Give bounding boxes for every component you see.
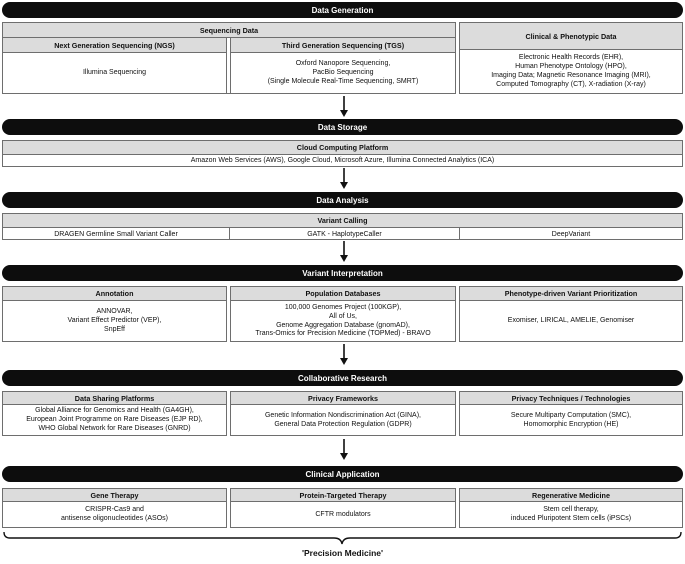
text-line: General Data Protection Regulation (GDPR) (274, 420, 412, 428)
text-line: induced Pluripotent Stem cells (iPSCs) (510, 515, 632, 522)
banner-data-storage: Data Storage (2, 119, 683, 135)
tgs-box (230, 37, 456, 94)
arrow-down-icon (339, 241, 349, 263)
sequencing-data-title: Sequencing Data (3, 23, 455, 38)
text-line: European Joint Programme on Rare Diseases (EJP RD), (26, 416, 203, 424)
text-line: antisense oligonucleotides (ASOs) (60, 515, 168, 522)
banner-variant-interpretation: Variant Interpretation (2, 265, 683, 281)
ngs-body (3, 53, 226, 94)
privacy-techniques-box (459, 391, 683, 436)
ngs-title: Next Generation Sequencing (NGS) (3, 38, 226, 53)
protein-therapy-title: Protein-Targeted Therapy (231, 489, 455, 502)
variant-calling-title: Variant Calling (3, 214, 682, 228)
phenotype-prioritization-box (459, 286, 683, 342)
tgs-title: Third Generation Sequencing (TGS) (231, 38, 455, 53)
tool-dragen: DRAGEN Germline Small Variant Caller (3, 228, 230, 240)
tgs-body (231, 53, 455, 94)
annotation-title: Annotation (3, 287, 226, 301)
tool-deepvariant: DeepVariant (551, 230, 591, 238)
text-line: Secure Multiparty Computation (SMC), (510, 411, 632, 419)
privacy-frameworks-title: Privacy Frameworks (231, 392, 455, 405)
ngs-box (2, 37, 227, 94)
annotation-body (3, 301, 226, 342)
data-sharing-box (2, 391, 227, 436)
data-sharing-body (3, 405, 226, 436)
population-databases-title: Population Databases (231, 287, 455, 301)
text-line: PacBio Sequencing (312, 69, 374, 77)
annotation-box (2, 286, 227, 342)
precision-medicine-label: 'Precision Medicine' (301, 548, 384, 558)
variant-calling-box (2, 213, 683, 240)
tool-gatk: GATK - HaplotypeCaller (230, 228, 460, 240)
gene-therapy-title: Gene Therapy (3, 489, 226, 502)
gene-therapy-body (3, 502, 226, 528)
phenotype-prioritization-body (460, 301, 682, 342)
text-line: Illumina Sequencing (82, 69, 147, 77)
text-line: Genome Aggregation Database (gnomAD), (276, 321, 410, 329)
phenotype-prioritization-title: Phenotype-driven Variant Prioritization (460, 287, 682, 301)
text-line: Genetic Information Nondiscrimination Act (GINA), (264, 411, 421, 419)
text-line: Oxford Nanopore Sequencing, (295, 60, 391, 68)
text-line: Stem cell therapy, (543, 506, 599, 514)
text-line: Computed Tomography (CT), X-radiation (X-ray) (496, 80, 646, 88)
cloud-platform-title: Cloud Computing Platform (3, 141, 682, 155)
regenerative-medicine-box (459, 488, 683, 528)
text-line: CFTR modulators (315, 510, 371, 518)
text-line: All of Us, (328, 312, 357, 320)
regenerative-medicine-title: Regenerative Medicine (460, 489, 682, 502)
text-line: ANNOVAR, (96, 308, 133, 316)
protein-therapy-box (230, 488, 456, 528)
text-line: 100,000 Genomes Project (100KGP), (284, 303, 402, 311)
text-line: Electronic Health Records (EHR), (518, 54, 624, 62)
regenerative-medicine-body (460, 502, 682, 528)
brace-icon (0, 530, 685, 546)
cloud-platform-list: Amazon Web Services (AWS), Google Cloud, Microsoft Azure, Illumina Connected Analytics (ICA) (190, 156, 495, 164)
privacy-frameworks-body (231, 405, 455, 436)
privacy-frameworks-box (230, 391, 456, 436)
privacy-techniques-body (460, 405, 682, 436)
banner-clinical-application: Clinical Application (2, 466, 683, 482)
banner-data-analysis: Data Analysis (2, 192, 683, 208)
clinical-phenotypic-box (459, 22, 683, 94)
arrow-down-icon (339, 344, 349, 366)
privacy-techniques-title: Privacy Techniques / Technologies (460, 392, 682, 405)
text-line: Exomiser, LIRICAL, AMELIE, Genomiser (507, 317, 635, 325)
text-line: Imaging Data; Magnetic Resonance Imaging (MRI), (491, 72, 651, 79)
text-line: Human Phenotype Ontology (HPO), (515, 63, 627, 71)
text-line: Variant Effect Predictor (VEP), (67, 317, 162, 325)
text-line: Homomorphic Encryption (HE) (523, 420, 619, 428)
text-line: SnpEff (104, 325, 125, 333)
cloud-platform-box (2, 140, 683, 167)
text-line: Trans-Omics for Precision Medicine (TOPMed) - BRAVO (255, 330, 431, 338)
arrow-down-icon (339, 439, 349, 461)
text-line: (Single Molecule Real-Time Sequencing, SMRT) (267, 77, 419, 85)
data-sharing-title: Data Sharing Platforms (3, 392, 226, 405)
clinical-phenotypic-title: Clinical & Phenotypic Data (460, 23, 682, 50)
population-databases-body (231, 301, 455, 342)
banner-data-generation: Data Generation (2, 2, 683, 18)
text-line: CRISPR-Cas9 and (85, 506, 144, 514)
arrow-down-icon (339, 96, 349, 118)
protein-therapy-body (231, 502, 455, 528)
arrow-down-icon (339, 168, 349, 190)
clinical-phenotypic-body (460, 50, 682, 94)
gene-therapy-box (2, 488, 227, 528)
banner-collaborative-research: Collaborative Research (2, 370, 683, 386)
text-line: Global Alliance for Genomics and Health (GA4GH), (35, 407, 194, 415)
text-line: WHO Global Network for Rare Diseases (GNRD) (38, 424, 191, 432)
population-databases-box (230, 286, 456, 342)
